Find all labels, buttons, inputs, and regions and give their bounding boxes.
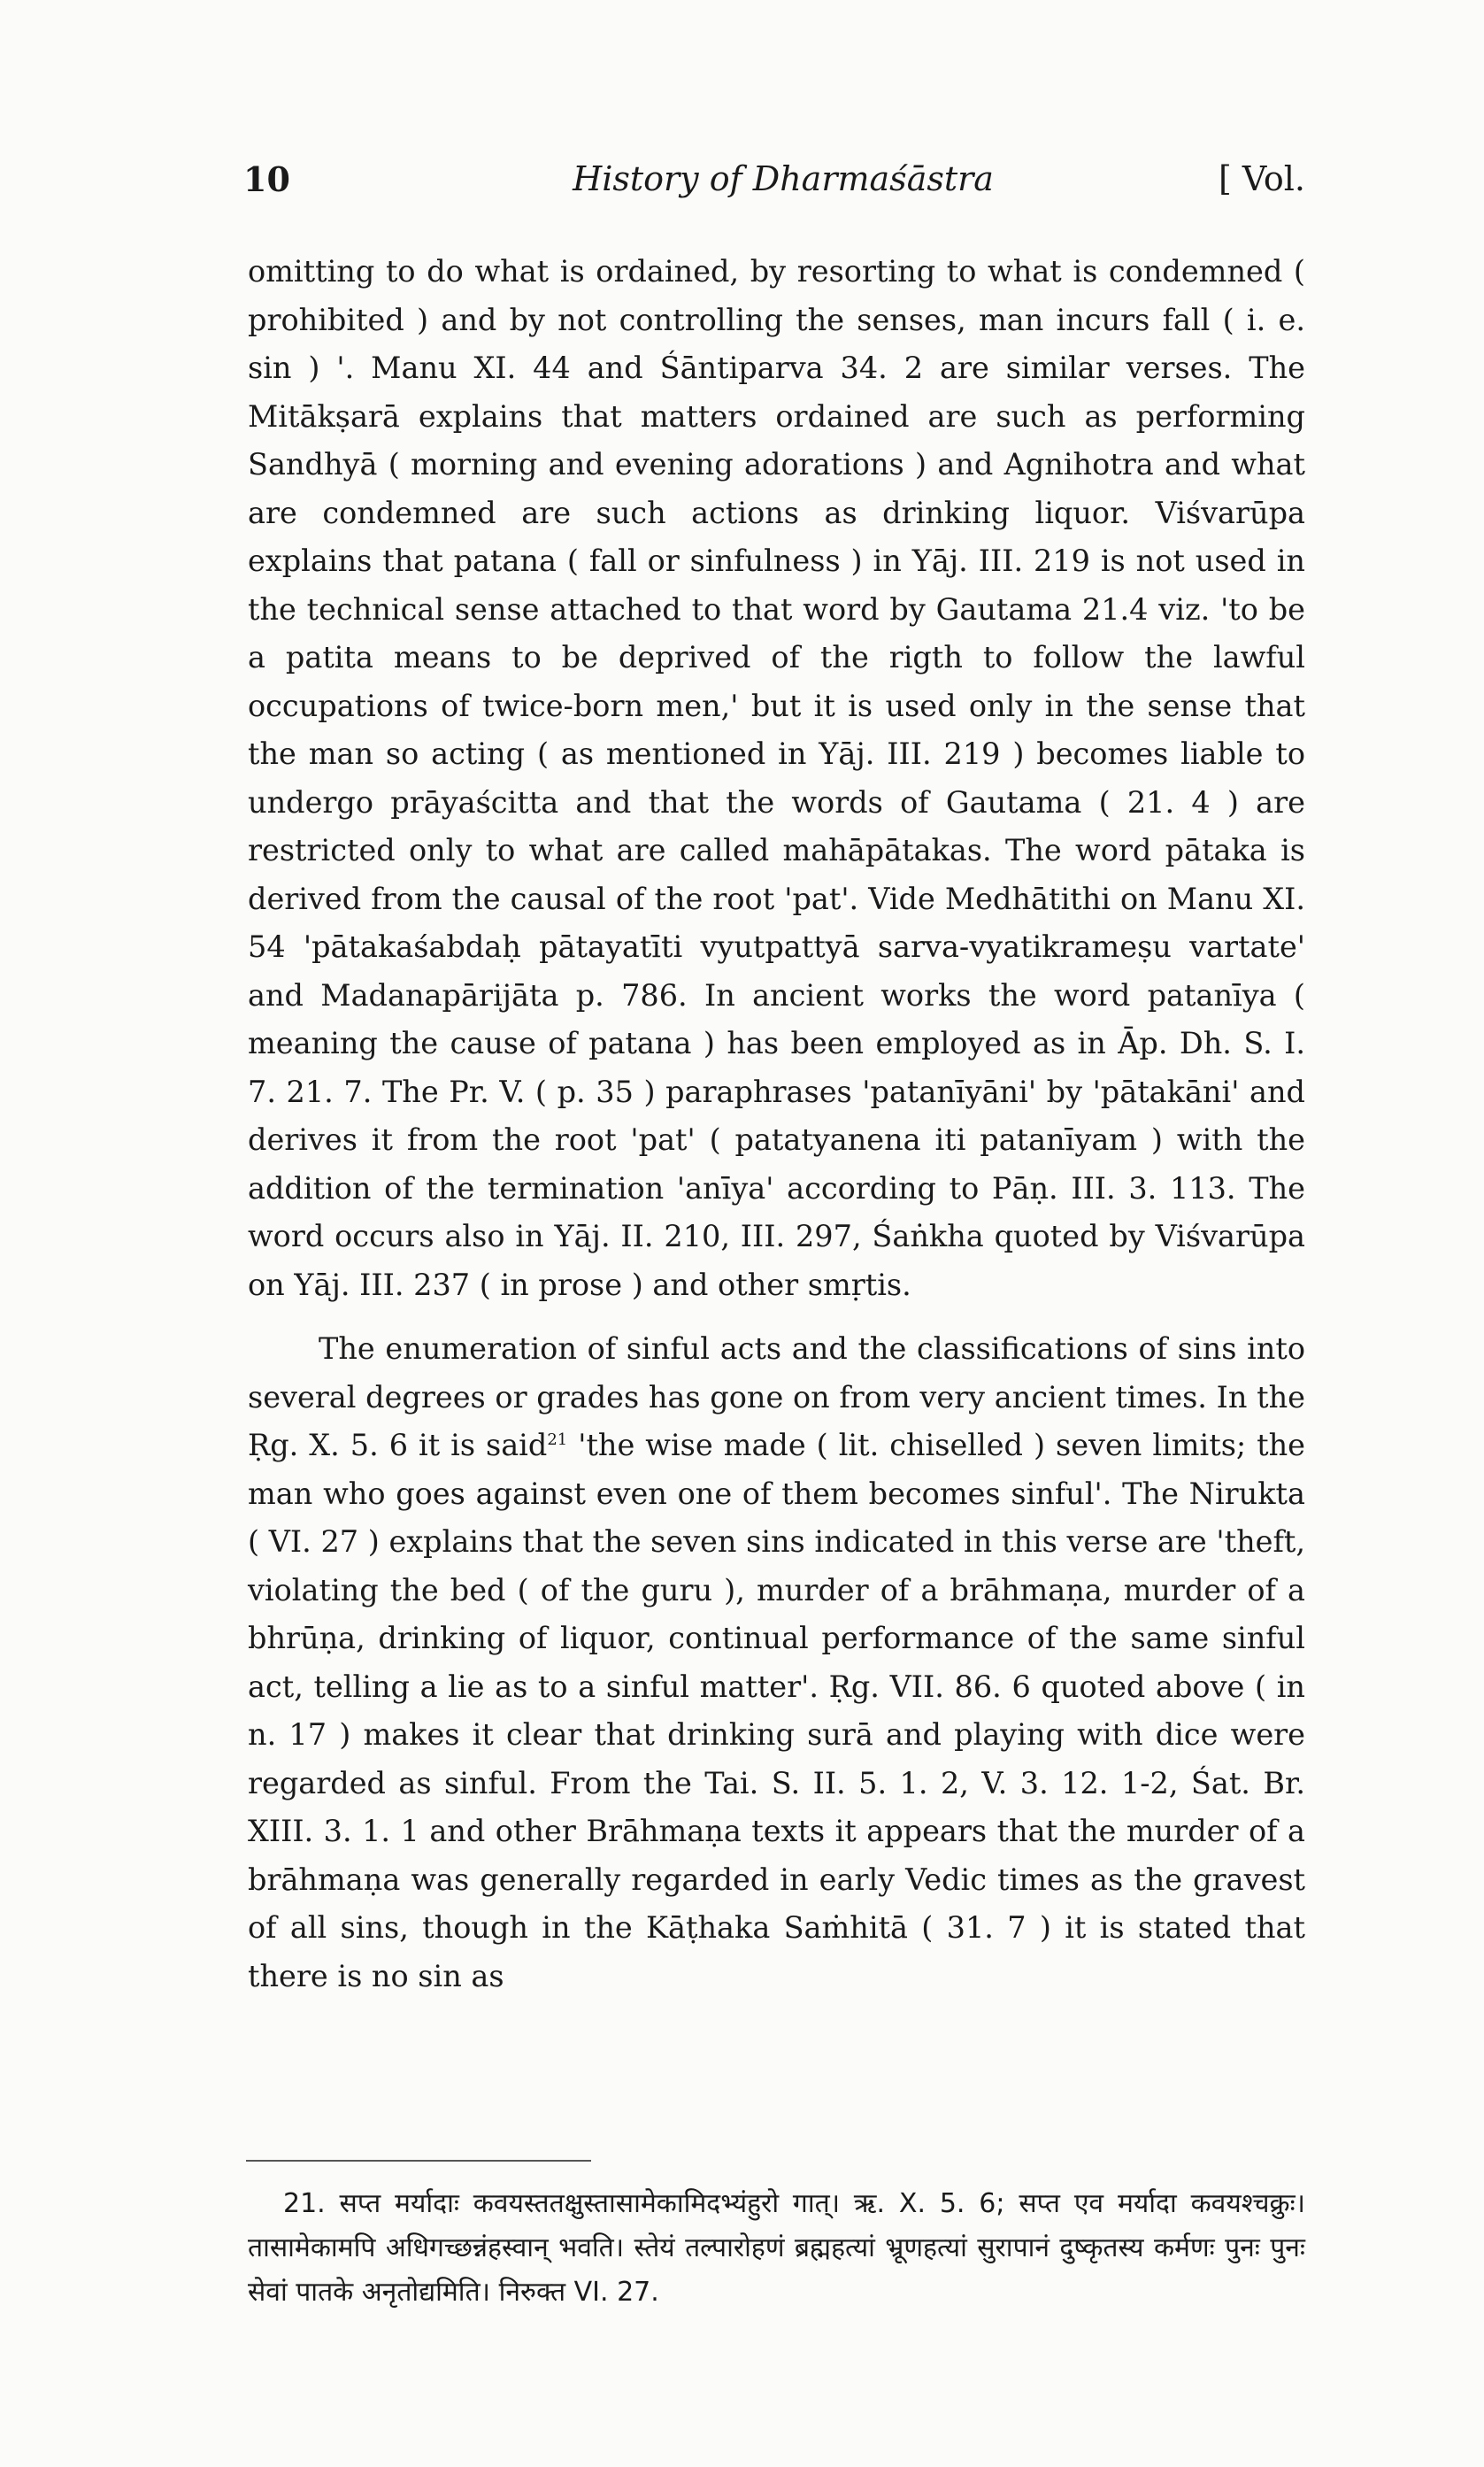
paragraph-2 [248,1325,1305,2001]
paragraph-2-start: The enumeration of sinful acts and the classifications of sins into several degrees or grades has gone on from very ancient times. In the Ṛg. X. 5. 6 it is said [248,1331,1305,1462]
footnote-21: 21. सप्त मर्यादाः कवयस्ततक्षुस्तासामेकामिदभ्यंहुरो गात्। ऋ. X. 5. 6; सप्त एव मर्यादा कवयश्चक्रुः। तासामेकामपि अधिगच्छन्नंहस्वान् भवति। स्तेयं तल्पारोहणं ब्रह्महत्यां भ्रूणहत्यां सुरापानं दुष्कृतस्य कर्मणः पुनः पुनः सेवां पातके अनृतोद्यमिति। निरुक्त VI. 27. [248,2188,1305,2308]
body-text [248,248,1305,2001]
running-header [243,159,1305,212]
paragraph-1: omitting to do what is ordained, by resorting to what is condemned ( prohibited ) and by not controlling the senses, man incurs fall ( i. e. sin ) '. Manu XI. 44 and Śāntiparva 34. 2 are similar verses. The Mitākṣarā explains that matters ordained are such as performing Sandhyā ( morning and evening adorations ) and Agnihotra and what are condemned are such actions as drinking liquor. Viśvarūpa explains that patana ( fall or sinfulness ) in Yāj. III. 219 is not used in the technical sense attached to that word by Gautama 21.4 viz. 'to be a patita means to be deprived of the rigth to follow the lawful occupations of twice-born men,' but it is used only in the sense that the man so acting ( as mentioned in Yāj. III. 219 ) becomes liable to undergo prāyaścitta and that the words of Gautama ( 21. 4 ) are restricted only to what are called mahāpātakas. The word pātaka is derived from the causal of the root 'pat'. Vide Medhātithi on Manu XI. 54 'pātakaśabdaḥ pātayatīti vyutpattyā sarva-vyatikrameṣu vartate' and Madanapārijāta p. 786. In ancient works the word patanīya ( meaning the cause of patana ) has been employed as in Āp. Dh. S. I. 7. 21. 7. The Pr. V. ( p. 35 ) paraphrases 'patanīyāni' by 'pātakāni' and derives it from the root 'pat' ( patatyanena iti patanīyam ) with the addition of the termination 'anīya' according to Pāṇ. III. 3. 113. The word occurs also in Yāj. II. 210, III. 297, Śaṅkha quoted by Viśvarūpa on Yāj. III. 237 ( in prose ) and other smṛtis. [248,254,1305,1302]
volume-label: [ Vol. [1219,159,1305,198]
running-title: History of Dharmaśāstra [573,159,994,198]
page-number: 10 [243,159,290,199]
footnote-reference[interactable]: 21 [547,1430,568,1449]
footnote-divider [246,2160,591,2162]
paragraph-2-rest: 'the wise made ( lit. chiselled ) seven limits; the man who goes against even one of them becomes sinful'. The Nirukta ( VI. 27 ) explains that the seven sins indicated in this verse are 'theft, violating the bed ( of the guru ), murder of a brāhmaṇa, murder of a bhrūṇa, drinking of liquor, continual performance of the same sinful act, telling a lie as to a sinful matter'. Ṛg. VII. 86. 6 quoted above ( in n. 17 ) makes it clear that drinking surā and playing with dice were regarded as sinful. From the Tai. S. II. 5. 1. 2, V. 3. 12. 1-2, Śat. Br. XIII. 3. 1. 1 and other Brāhmaṇa texts it appears that the murder of a brāhmaṇa was generally regarded in early Vedic times as the gravest of all sins, though in the Kāṭhaka Saṁhitā ( 31. 7 ) it is stated that there is no sin as [248,1428,1306,1993]
footnotes [248,2182,1305,2315]
